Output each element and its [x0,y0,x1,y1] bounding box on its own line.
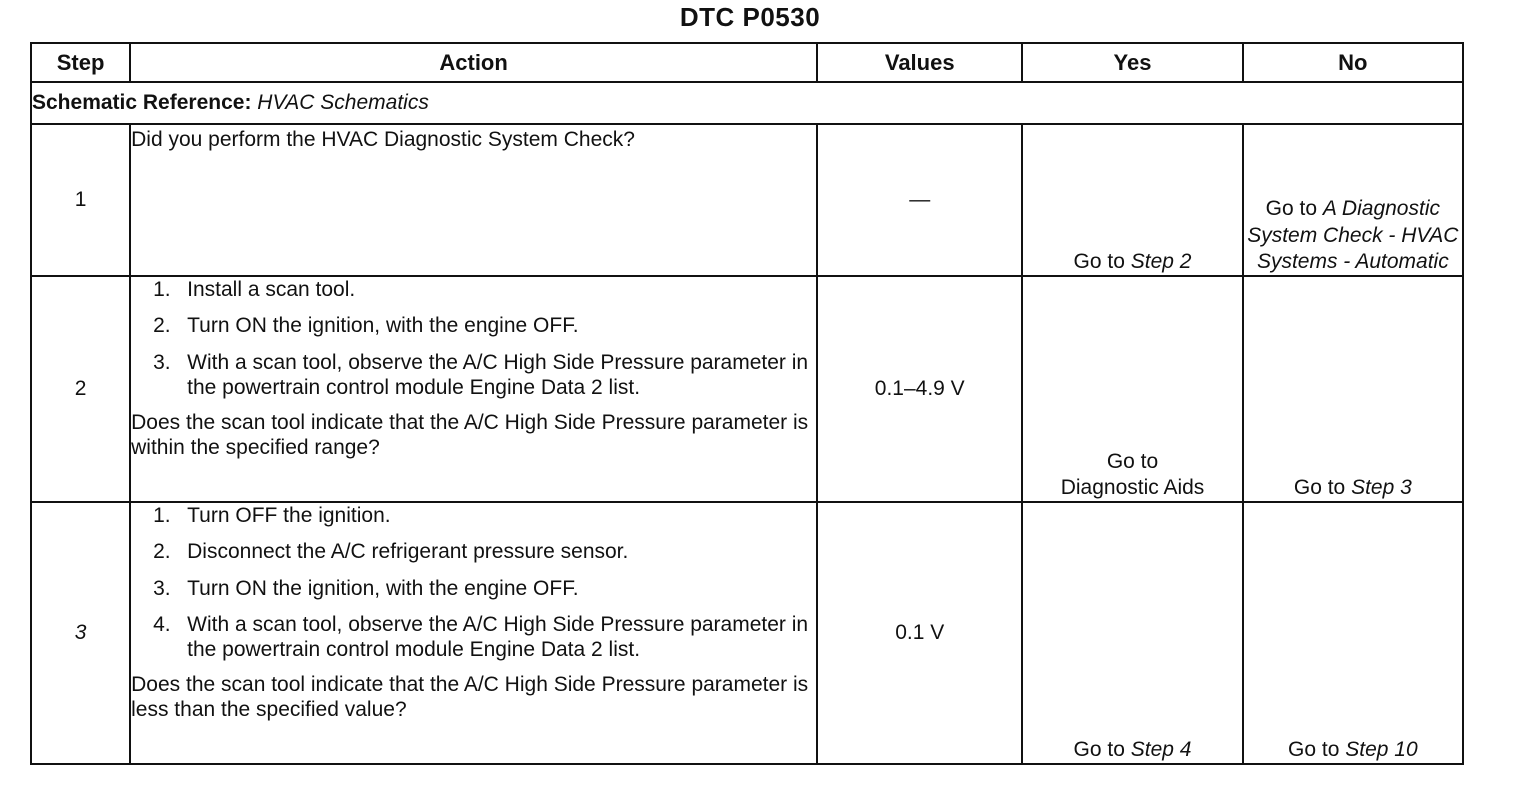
schematic-reference-link[interactable]: HVAC Schematics [257,90,429,114]
header-values: Values [817,43,1022,82]
action-steps-list [131,277,816,400]
action-cell [130,124,817,276]
table-row [31,276,1463,502]
header-no: No [1243,43,1463,82]
list-item [153,539,816,565]
step-number: 2 [31,276,130,502]
yes-link[interactable]: Diagnostic Aids [1060,475,1205,499]
list-item [153,612,816,662]
values-cell: 0.1 V [817,502,1022,764]
yes-link[interactable]: Step 2 [1130,249,1192,273]
list-item-number: 3. [153,576,171,600]
list-item-text: Turn ON the ignition, with the engine OFF. [187,576,579,600]
no-link[interactable]: A Diagnostic System Check - HVAC Systems - Automatic [1247,197,1459,273]
list-item [153,313,816,339]
list-item-number: 1. [153,504,171,527]
yes-prefix: Go to [1073,249,1125,273]
yes-prefix: Go to [1106,449,1159,473]
yes-prefix: Go to [1073,737,1125,761]
schematic-reference-row [31,82,1463,124]
list-item-text: Turn ON the ignition, with the engine OFF. [187,314,579,338]
list-item [153,350,816,400]
action-question: Does the scan tool indicate that the A/C High Side Pressure parameter is within the specified range? [131,410,809,460]
list-item-text: Disconnect the A/C refrigerant pressure sensor. [187,540,629,564]
list-item-text: Install a scan tool. [187,278,356,301]
list-item-text: With a scan tool, observe the A/C High Side Pressure parameter in the powertrain control module Engine Data 2 list. [187,350,809,399]
list-item-number: 3. [153,350,171,374]
list-item [153,576,816,602]
diagnostic-table [30,42,1464,765]
list-item-number: 2. [153,314,171,338]
schematic-reference [31,82,1463,124]
list-item-text: Turn OFF the ignition. [187,504,391,527]
page-title: DTC P0530 [679,2,821,32]
no-link[interactable]: Step 10 [1345,737,1418,761]
action-question: Does the scan tool indicate that the A/C High Side Pressure parameter is less than the specified value? [131,673,809,722]
no-cell [1243,502,1463,764]
schematic-reference-label: Schematic Reference: [32,90,252,114]
header-action: Action [130,43,817,82]
no-cell [1243,124,1463,276]
yes-cell [1022,502,1242,764]
list-item-number: 4. [153,612,171,636]
table-row [31,502,1463,764]
action-cell [130,276,817,502]
header-step: Step [31,43,130,82]
header-row [31,43,1463,82]
values-cell: — [817,124,1022,276]
no-cell [1243,276,1463,502]
list-item [153,277,816,303]
no-prefix: Go to [1265,197,1318,221]
yes-cell [1022,124,1242,276]
table-row [31,124,1463,276]
list-item [153,503,816,529]
action-steps-list [131,503,816,662]
values-cell: 0.1–4.9 V [817,276,1022,502]
list-item-number: 1. [153,278,171,301]
action-question: Did you perform the HVAC Diagnostic System Check? [131,128,635,151]
no-prefix: Go to [1293,475,1346,499]
header-yes: Yes [1022,43,1242,82]
yes-cell [1022,276,1242,502]
no-link[interactable]: Step 3 [1351,475,1412,499]
step-number: 3 [31,502,130,764]
list-item-number: 2. [153,540,171,564]
yes-link[interactable]: Step 4 [1130,737,1192,761]
no-prefix: Go to [1288,737,1340,761]
step-number: 1 [31,124,130,276]
list-item-text: With a scan tool, observe the A/C High Side Pressure parameter in the powertrain control module Engine Data 2 list. [187,612,809,661]
action-cell [130,502,817,764]
